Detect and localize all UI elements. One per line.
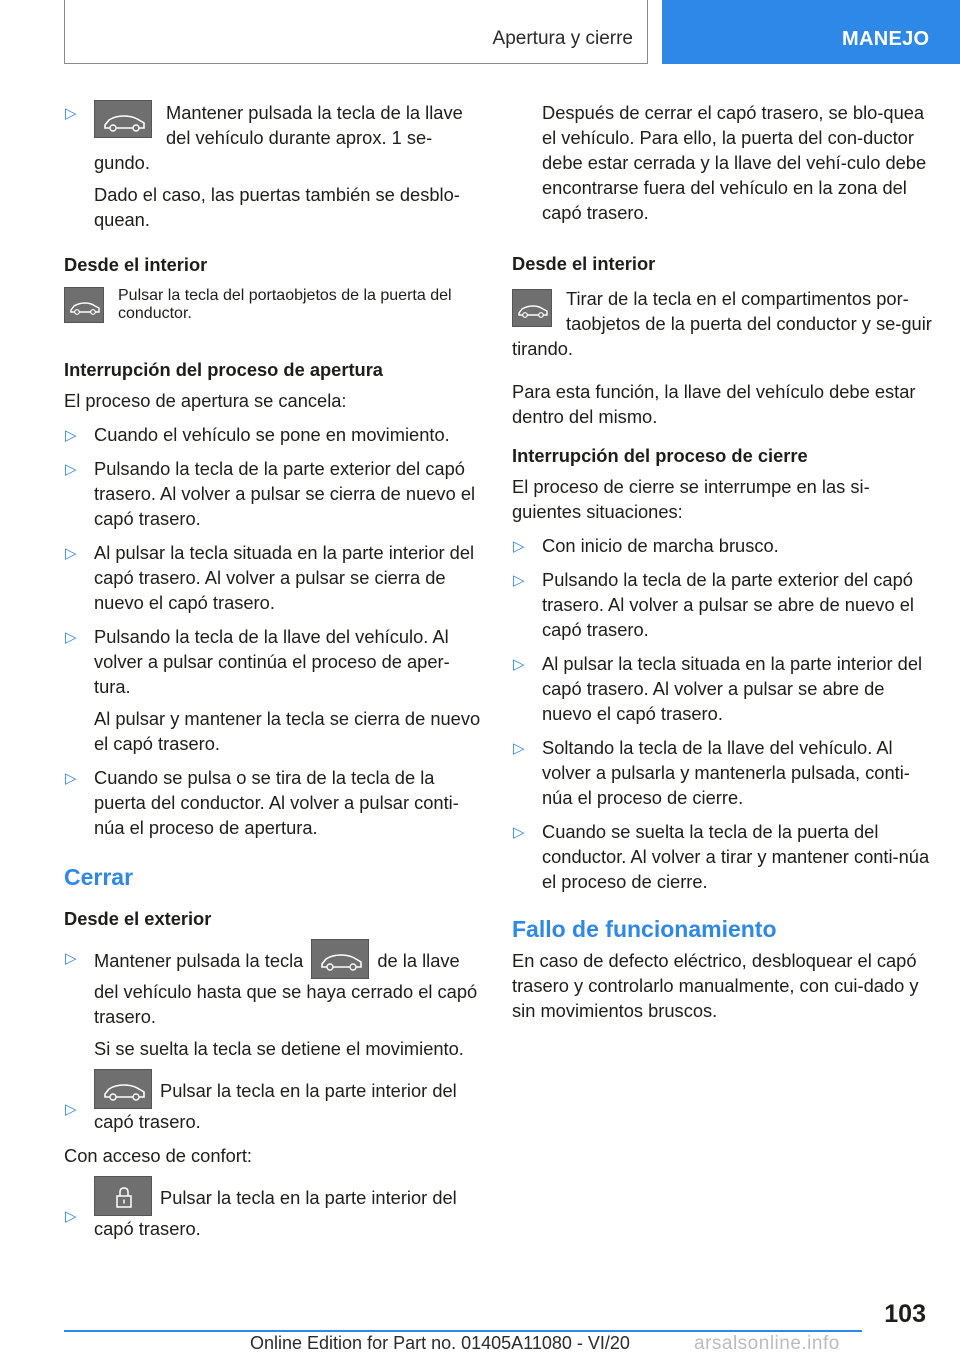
list-item-text-pre: Mantener pulsada la tecla [94,949,304,971]
left-column [64,100,482,1250]
interior-paragraph [512,286,932,361]
close-intro-paragraph: Después de cerrar el capó trasero, se blo‐quea el vehículo. Para ello, la puerta del con‐ductor debe estar cerrada y la llave del vehí‐culo debe encontrarse fuera del vehículo en la zona del capó trasero. [542,102,927,223]
triangle-bullet-icon: ▷ [513,538,525,555]
subheading-exterior: Desde el exterior [64,908,212,929]
list-item-text: Cuando se suelta la tecla de la puerta del conductor. Al volver a tirar y mantener conti‐núa el proceso de cierre. [542,821,930,892]
key-note: Para esta función, la llave del vehículo debe estar dentro del mismo. [512,381,916,427]
list-item-continuation: Si se suelta la tecla se detiene el movimiento. [94,1038,464,1059]
list-item-text: Al pulsar la tecla situada en la parte interior del capó trasero. Al volver a pulsar se abre de nuevo el capó trasero. [542,653,923,724]
car-trunk-key-icon [94,100,152,138]
comfort-intro: Con acceso de confort: [64,1145,252,1166]
page-header [0,0,960,66]
subheading-interior: Desde el interior [512,253,656,274]
list-item-text: Pulsar la tecla en la parte interior del capó trasero. [94,1079,457,1132]
triangle-bullet-icon: ▷ [65,770,77,787]
triangle-bullet-icon: ▷ [513,572,525,589]
interrupt-intro: El proceso de apertura se cancela: [64,390,347,411]
triangle-bullet-icon: ▷ [65,629,77,646]
list-item-text: Cuando se pulsa o se tira de la tecla de la puerta del conductor. Al volver a pulsar conti‐núa el proceso de apertura. [94,767,459,838]
triangle-bullet-icon: ▷ [65,545,77,562]
triangle-bullet-icon: ▷ [513,740,525,757]
list-item [64,456,482,531]
subheading-interior: Desde el interior [64,254,208,275]
fault-paragraph: En caso de defecto eléctrico, desbloquear el capó trasero y controlarlo manualmente, con cui‐dado y sin movimientos bruscos. [512,950,919,1021]
list-item-text: Pulsar la tecla en la parte interior del capó trasero. [94,1186,457,1239]
triangle-bullet-icon: ▷ [513,824,525,841]
car-trunk-key-icon [94,1069,152,1109]
triangle-bullet-icon: ▷ [65,105,77,122]
triangle-bullet-icon: ▷ [65,427,77,444]
list-item [64,422,482,447]
list-item-text: Pulsando la tecla de la llave del vehículo. Al volver a pulsar continúa el proceso de aper‐tura. [94,626,450,697]
section-title: Apertura y cierre [492,28,633,49]
chapter-tab-label: MANEJO [842,28,930,50]
list-item [64,945,482,1061]
interior-text: Tirar de la tecla en el compartimentos por‐taobjetos de la puerta del conductor y se‐guir tirando. [512,288,932,359]
watermark: arsalsonline.info [694,1333,840,1354]
car-trunk-key-icon [64,287,104,323]
list-item [64,100,482,232]
list-item [512,735,932,810]
chapter-tab[interactable] [662,0,960,64]
section-heading-fault: Fallo de funcionamiento [512,916,777,942]
subheading-interrupt-close: Interrupción del proceso de cierre [512,445,808,466]
list-item [64,624,482,756]
triangle-bullet-icon: ▷ [65,1101,77,1118]
interior-paragraph [64,287,482,327]
list-item-text-post: de la llave del vehículo hasta que se haya cerrado el capó trasero. [94,949,478,1027]
list-item [64,765,482,840]
section-heading-close: Cerrar [64,864,134,890]
page-number: 103 [884,1300,926,1328]
list-item [512,567,932,642]
list-item [512,819,932,894]
subheading-interrupt-open: Interrupción del proceso de apertura [64,359,383,380]
list-item [64,540,482,615]
triangle-bullet-icon: ▷ [513,656,525,673]
car-trunk-key-icon [311,939,369,979]
list-item [64,1075,482,1134]
list-item-continuation: Al pulsar y mantener la tecla se cierra de nuevo el capó trasero. [94,708,481,754]
car-trunk-key-icon [512,289,552,327]
interior-text: Pulsar la tecla del portaobjetos de la puerta del conductor. [118,287,452,322]
list-item-text: Con inicio de marcha brusco. [542,535,779,556]
list-item-text: Cuando el vehículo se pone en movimiento. [94,424,450,445]
list-item-text: Pulsando la tecla de la parte exterior del capó trasero. Al volver a pulsar se cierra de nuevo el capó trasero. [94,458,476,529]
list-item-text: Al pulsar la tecla situada en la parte interior del capó trasero. Al volver a pulsar se cierra de nuevo el capó trasero. [94,542,475,613]
list-item [512,533,932,558]
list-item [64,1182,482,1241]
footer-divider [64,1330,862,1332]
triangle-bullet-icon: ▷ [65,461,77,478]
list-item [512,651,932,726]
list-item-continuation: Dado el caso, las puertas también se desblo‐quean. [94,184,460,230]
edition-footer: Online Edition for Part no. 01405A11080 - VI/20 [250,1333,630,1353]
interrupt-intro: El proceso de cierre se interrumpe en las si‐guientes situaciones: [512,476,870,522]
section-title-box [64,0,648,64]
triangle-bullet-icon: ▷ [65,950,77,967]
triangle-bullet-icon: ▷ [65,1208,77,1225]
lock-icon [94,1176,152,1216]
list-item-text: Mantener pulsada la tecla de la llave del vehículo durante aprox. 1 se‐gundo. [94,102,463,173]
list-item-text: Pulsando la tecla de la parte exterior del capó trasero. Al volver a pulsar se abre de nuevo el capó trasero. [542,569,914,640]
list-item-text: Soltando la tecla de la llave del vehículo. Al volver a pulsarla y mantenerla pulsada, conti‐núa el proceso de cierre. [542,737,910,808]
right-column [512,100,932,1023]
